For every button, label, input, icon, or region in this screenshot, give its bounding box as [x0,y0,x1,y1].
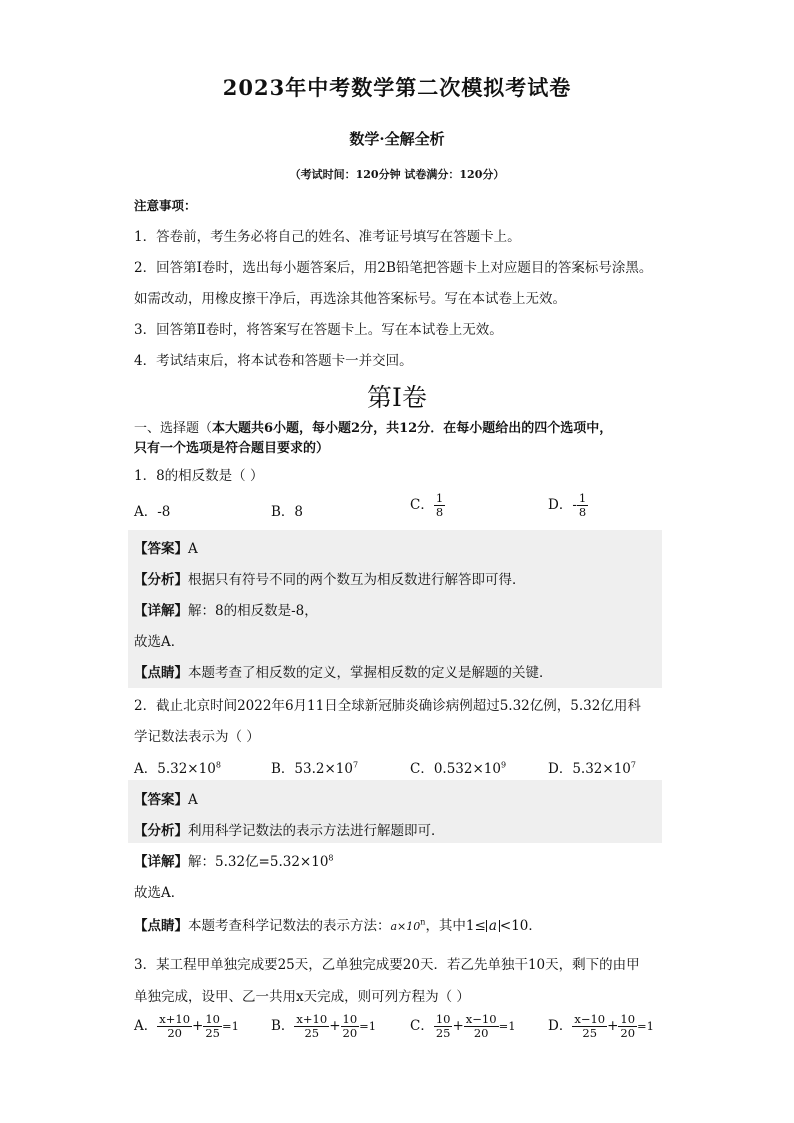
question-2-stem-line2: 学记数法表示为（ ） [134,729,260,745]
fraction-numerator: x+10 [296,1012,328,1026]
q2-option-c-text: C．0.532×10 [410,761,501,777]
plus-sign: + [607,1018,619,1035]
fraction-numerator: 10 [342,1012,358,1026]
q2-option-b-text: B．53.2×10 [271,761,353,777]
comment-end: <10． [499,918,542,934]
answer-value: A [188,541,198,557]
section-title: 第Ⅰ卷 [367,383,427,412]
exponent: 7 [352,760,359,770]
q3-option-a-label: A． [134,1018,158,1035]
detail-text: 解：8的相反数是-8， [188,603,318,619]
notice-item: 如需改动，用橡皮擦干净后，再选涂其他答案标号。写在本试卷上无效。 [134,291,566,307]
notice-item: 1．答卷前，考生务必将自己的姓名、准考证号填写在答题卡上。 [134,229,521,245]
fraction-denominator: 25 [435,1026,451,1041]
exam-title: 2023年中考数学第二次模拟考试卷 [222,75,572,100]
plus-sign: + [192,1018,204,1035]
equals-one: =1 [637,1019,654,1034]
fraction-denominator: 8 [435,505,444,520]
formula: a×10 [390,920,421,933]
notice-title: 注意事项： [134,198,197,213]
q1-answer [134,537,198,557]
q2-analysis [134,819,445,839]
q3-option-a [134,1013,239,1040]
fraction [203,1013,222,1040]
q1-comment [134,661,553,681]
fraction-denominator: 8 [578,505,587,520]
analysis-tag: 【分析】 [134,572,188,588]
section-desc-bold: 本大题共6小题，每小题2分，共12分．在每小题给出的四个选项中， [212,421,613,436]
comment-text: 本题考查了相反数的定义，掌握相反数的定义是解题的关键． [188,665,553,681]
analysis-text: 根据只有符号不同的两个数互为相反数进行解答即可得． [188,572,526,588]
fraction-denominator: 25 [205,1026,220,1041]
fraction [618,1013,637,1040]
fraction-denominator: 25 [572,1026,607,1040]
plus-sign: + [329,1018,341,1035]
exponent: 8 [215,760,221,770]
fraction-numerator: 10 [435,1012,451,1026]
fraction [434,492,445,519]
fraction-denominator: 20 [342,1026,358,1041]
q2-option-d-text: D．5.32×10 [548,761,631,777]
q2-comment [134,914,542,934]
fraction-denominator: 25 [294,1026,329,1040]
q1-detail [134,599,318,619]
fraction [577,492,588,519]
comment-text: 本题考查科学记数法的表示方法： [188,918,391,934]
notice-item: 2．回答第Ⅰ卷时，选出每小题答案后，用2B铅笔把答题卡上对应题目的答案标号涂黑。 [134,260,653,276]
q3-option-c-label: C． [410,1018,434,1035]
fraction [341,1013,360,1040]
answer-tag: 【答案】 [134,792,188,808]
q1-conclusion: 故选A． [134,634,185,650]
q2-conclusion: 故选A． [134,885,185,901]
exponent: 9 [500,760,507,770]
fraction [572,1013,607,1040]
analysis-tag: 【分析】 [134,823,188,839]
q3-option-c [410,1013,516,1040]
fraction-numerator: 10 [205,1012,220,1026]
answer-tag: 【答案】 [134,541,188,557]
q3-option-d [548,1013,654,1040]
exam-info: （考试时间：120分钟 试卷满分：120分） [289,168,505,181]
section-desc-prefix: 一、选择题（ [134,421,213,436]
equals-one: =1 [498,1019,516,1034]
comment-tag: 【点睛】 [134,918,188,934]
notice-item: 3．回答第Ⅱ卷时，将答案写在答题卡上。写在本试卷上无效。 [134,322,503,338]
exponent: 7 [630,760,636,770]
fraction-numerator: x+10 [159,1012,191,1026]
q3-option-d-label: D． [548,1018,573,1035]
question-3-stem-line2: 单独完成，设甲、乙一共用x天完成，则可列方程为（ ） [134,989,470,1005]
fraction [464,1013,499,1040]
q2-option-a-text: A．5.32×10 [134,761,216,777]
comment-tag: 【点睛】 [134,665,188,681]
q1-option-b: B．8 [271,504,304,520]
fraction-denominator: 20 [464,1026,499,1040]
q1-option-c-label: C． [410,497,434,514]
q3-option-b-label: B． [271,1018,295,1035]
absolute-value: a [486,920,500,932]
question-2-stem-line1: 2．截止北京时间2022年6月11日全球新冠肺炎确诊病例超过5.32亿例，5.32亿用科 [134,698,641,714]
fraction [157,1013,192,1040]
equals-one: =1 [221,1019,239,1034]
q1-option-a: A．-8 [134,504,171,520]
q2-option-a [134,757,221,777]
q2-option-b [271,757,358,777]
fraction-numerator: x−10 [465,1012,497,1026]
section-description [134,417,612,436]
fraction-numerator: 10 [620,1012,636,1026]
q1-option-d [548,492,588,519]
q1-analysis [134,568,526,588]
fraction-numerator: 1 [435,491,444,505]
q2-detail [134,850,334,870]
exponent: 8 [328,853,334,863]
fraction-denominator: 20 [157,1026,192,1040]
question-3-stem-line1: 3．某工程甲单独完成要25天，乙单独完成要20天．若乙先单独干10天，剩下的由甲 [134,957,640,973]
q2-option-d [548,757,636,777]
q1-option-c [410,492,445,519]
comment-mid: ，其中1≤ [425,918,486,934]
q2-answer [134,788,198,808]
exponent: n [420,917,426,927]
detail-tag: 【详解】 [134,854,188,870]
q3-option-b [271,1013,376,1040]
analysis-text: 利用科学记数法的表示方法进行解题即可． [188,823,445,839]
plus-sign: + [452,1018,464,1035]
question-1-stem: 1．8的相反数是（ ） [134,468,264,484]
q2-option-c [410,757,506,777]
q1-option-d-label: D．- [548,497,577,514]
fraction [434,1013,453,1040]
detail-text: 解：5.32亿=5.32×10 [188,854,329,870]
fraction-denominator: 20 [620,1026,636,1041]
answer-value: A [188,792,198,808]
section-desc-line2: 只有一个选项是符合题目要求的） [134,441,330,456]
notice-item: 4．考试结束后，将本试卷和答题卡一并交回。 [134,353,413,369]
fraction [294,1013,329,1040]
detail-tag: 【详解】 [134,603,188,619]
fraction-numerator: x−10 [574,1012,606,1026]
exam-subtitle: 数学·全解全析 [349,130,445,148]
fraction-numerator: 1 [578,491,587,505]
equals-one: =1 [359,1019,377,1034]
